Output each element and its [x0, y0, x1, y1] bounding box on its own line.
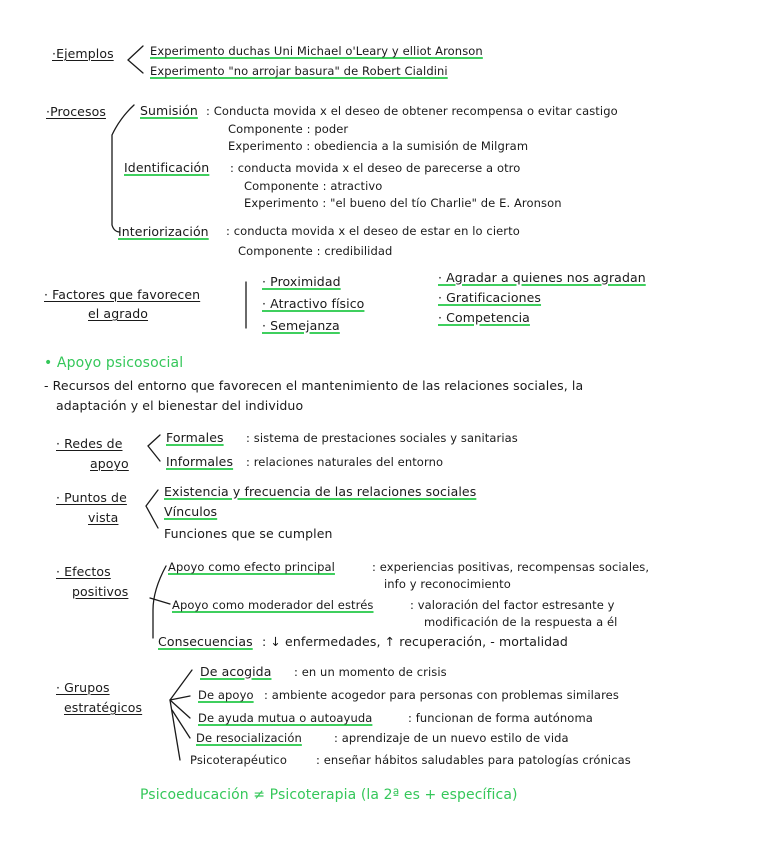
- factor-item: · Proximidad: [262, 274, 341, 289]
- efectos-label-2: positivos: [72, 584, 129, 599]
- ejemplos-label: ·Ejemplos: [52, 46, 114, 61]
- factor-item: · Agradar a quienes nos agradan: [438, 270, 646, 285]
- efectos-label: · Efectos: [56, 564, 111, 579]
- identificacion-term: Identificación: [124, 160, 210, 175]
- informales-term: Informales: [166, 454, 234, 469]
- redes-label-2: apoyo: [90, 456, 129, 471]
- grupos-label-2: estratégicos: [64, 700, 143, 715]
- bracket-ejemplos: [128, 46, 143, 73]
- grupo-def: : en un momento de crisis: [294, 665, 447, 679]
- factores-label-2: el agrado: [88, 306, 149, 321]
- procesos-label: ·Procesos: [46, 104, 106, 119]
- grupo-term: Psicoterapéutico: [190, 753, 287, 767]
- grupo-def: : aprendizaje de un nuevo estilo de vida: [334, 731, 569, 745]
- grupo-def: : funcionan de forma autónoma: [408, 711, 593, 725]
- sumision-component: Componente : poder: [228, 122, 349, 136]
- ejemplos-item: Experimento "no arrojar basura" de Robert Cialdini: [150, 64, 448, 78]
- identificacion-experiment: Experimento : "el bueno del tío Charlie" de E. Aronson: [244, 196, 562, 210]
- puntos-label-2: vista: [88, 510, 119, 525]
- punto-item: Vínculos: [164, 504, 218, 519]
- footer-note: Psicoeducación ≠ Psicoterapia (la 2ª es + específica): [140, 787, 518, 803]
- bracket-puntos: [146, 490, 158, 528]
- redes-label: · Redes de: [56, 436, 123, 451]
- informales-def: : relaciones naturales del entorno: [246, 455, 444, 469]
- apoyo-definition: - Recursos del entorno que favorecen el mantenimiento de las relaciones sociales, la: [44, 378, 584, 393]
- consecuencias-def: : ↓ enfermedades, ↑ recuperación, - mortalidad: [262, 634, 568, 649]
- identificacion-def: : conducta movida x el deseo de parecerse a otro: [230, 161, 521, 175]
- bracket-grupos: [170, 670, 192, 760]
- efecto-moderador-def-2: modificación de la respuesta a él: [424, 615, 618, 629]
- efecto-moderador-term: Apoyo como moderador del estrés: [172, 598, 374, 612]
- sumision-term: Sumisión: [140, 103, 198, 118]
- sumision-experiment: Experimento : obediencia a la sumisión de Milgram: [228, 139, 529, 153]
- factores-label: · Factores que favorecen: [44, 287, 201, 302]
- efecto-principal-def-2: info y reconocimiento: [384, 577, 511, 591]
- efecto-principal-term: Apoyo como efecto principal: [168, 560, 335, 574]
- interiorizacion-term: Interiorización: [118, 224, 209, 239]
- grupo-term: De ayuda mutua o autoayuda: [198, 711, 373, 725]
- formales-term: Formales: [166, 430, 224, 445]
- grupo-def: : enseñar hábitos saludables para patologías crónicas: [316, 753, 631, 767]
- factor-item: · Semejanza: [262, 318, 340, 333]
- formales-def: : sistema de prestaciones sociales y sanitarias: [246, 431, 518, 445]
- punto-item: Funciones que se cumplen: [164, 526, 333, 541]
- puntos-label: · Puntos de: [56, 490, 127, 505]
- interiorizacion-def: : conducta movida x el deseo de estar en lo cierto: [226, 224, 520, 238]
- efecto-moderador-def: : valoración del factor estresante y: [410, 598, 615, 612]
- factor-item: · Atractivo físico: [262, 296, 365, 311]
- ejemplos-item: Experimento duchas Uni Michael o'Leary y elliot Aronson: [150, 44, 483, 58]
- apoyo-title: • Apoyo psicosocial: [44, 355, 184, 371]
- sumision-def: : Conducta movida x el deseo de obtener recompensa o evitar castigo: [206, 104, 618, 118]
- consecuencias-term: Consecuencias: [158, 634, 253, 649]
- interiorizacion-component: Componente : credibilidad: [238, 244, 393, 258]
- bracket-redes: [148, 435, 160, 461]
- grupo-term: De acogida: [200, 664, 272, 679]
- identificacion-component: Componente : atractivo: [244, 179, 383, 193]
- factor-item: · Gratificaciones: [438, 290, 542, 305]
- apoyo-definition-2: adaptación y el bienestar del individuo: [56, 398, 304, 413]
- punto-item: Existencia y frecuencia de las relaciones sociales: [164, 484, 477, 499]
- efecto-principal-def: : experiencias positivas, recompensas sociales,: [372, 560, 650, 574]
- grupo-term: De apoyo: [198, 688, 254, 702]
- grupo-term: De resocialización: [196, 731, 302, 745]
- grupo-def: : ambiente acogedor para personas con problemas similares: [264, 688, 619, 702]
- factor-item: · Competencia: [438, 310, 530, 325]
- grupos-label: · Grupos: [56, 680, 110, 695]
